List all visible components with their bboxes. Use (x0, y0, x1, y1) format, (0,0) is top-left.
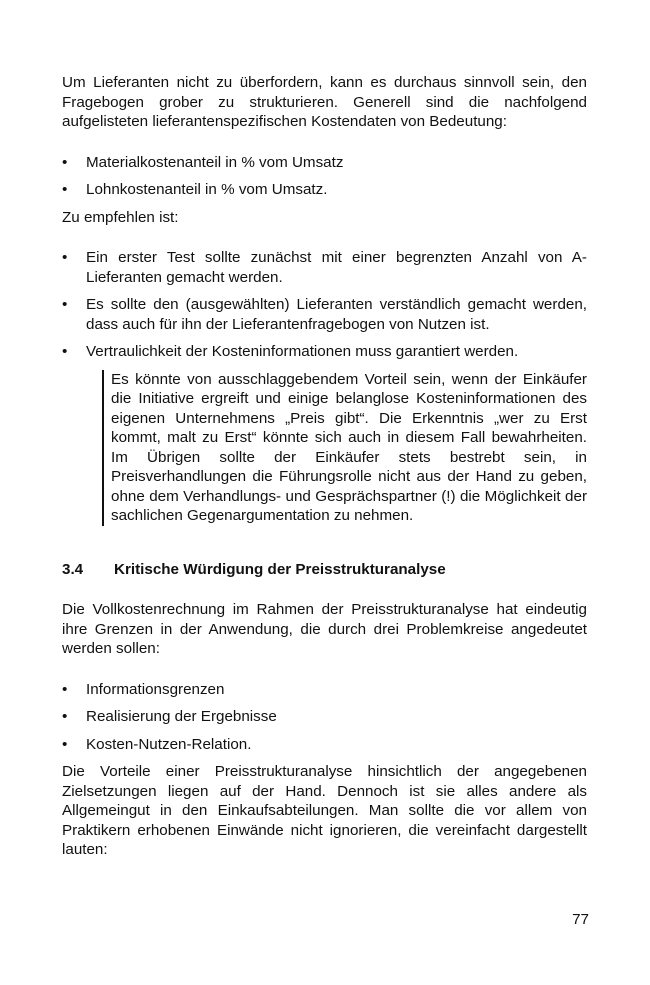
list-item (62, 707, 587, 727)
list-item (62, 735, 587, 755)
section-title: Kritische Würdigung der Preisstrukturanalyse (114, 560, 446, 578)
list-item-text: Informationsgrenzen (86, 680, 225, 698)
recommendations-list (62, 248, 587, 362)
list-item (62, 342, 587, 362)
list-item-text: Kosten-Nutzen-Relation. (86, 735, 252, 753)
intro-paragraph: Um Lieferanten nicht zu überfordern, kann es durchaus sinnvoll sein, den Fragebogen grober zu strukturieren. Generell sind die nachfolgend aufgelisteten lieferantenspezifischen Kostendaten von Bedeutung: (62, 74, 587, 130)
list-item (62, 248, 587, 287)
bullet-icon: • (62, 343, 68, 360)
bullet-icon: • (62, 708, 68, 725)
list-item-text: Ein erster Test sollte zunächst mit einer begrenzten Anzahl von A-Lieferanten gemacht werden. (86, 249, 587, 286)
cost-data-list (62, 153, 587, 200)
list-item (62, 153, 587, 173)
callout-note: Es könnte von ausschlaggebendem Vorteil sein, wenn der Einkäufer die Initiative ergreift und einige belanglose Kosteninformationen des eigenen Unternehmens „Preis gibt“. Die Erkenntnis „wer zu Erst kommt, malt zu Erst“ könnte sich auch in diesem Fall bewahrheiten. Im Übrigen sollte der Einkäufer stets bestrebt sein, in Preisverhandlungen die Führungsrolle nicht aus der Hand zu geben, ohne dem Verhandlungs- und Gesprächspartner (!) die Möglichkeit der sachlichen Gegenargumentation zu nehmen. (102, 370, 587, 526)
bullet-icon: • (62, 296, 68, 313)
list-item-text: Es sollte den (ausgewählten) Lieferanten verständlich gemacht werden, dass auch für ihn der Lieferantenfragebogen von Nutzen ist. (86, 296, 587, 333)
bullet-icon: • (62, 735, 68, 753)
page-number: 77 (572, 911, 589, 928)
bullet-icon: • (62, 181, 68, 198)
list-item (62, 680, 587, 700)
page-content (62, 73, 587, 860)
list-item-text: Vertraulichkeit der Kosteninformationen muss garantiert werden. (86, 343, 519, 360)
section-heading (62, 560, 587, 580)
bullet-icon: • (62, 680, 68, 698)
recommend-heading: Zu empfehlen ist: (62, 208, 179, 226)
bullet-icon: • (62, 153, 68, 171)
list-item (62, 180, 587, 200)
closing-paragraph: Die Vorteile einer Preisstrukturanalyse hinsichtlich der angegebenen Zielsetzungen liegen auf der Hand. Dennoch ist sie alles andere als Allgemeingut in den Einkaufsabteilungen. Man sollte die vor allem von Praktikern erhobenen Einwände nicht ignorieren, die vereinfacht dargestellt lauten: (62, 763, 587, 858)
bullet-icon: • (62, 249, 68, 266)
problems-list (62, 680, 587, 755)
section-number: 3.4 (62, 560, 84, 578)
list-item-text: Realisierung der Ergebnisse (86, 708, 277, 725)
list-item (62, 295, 587, 334)
list-item-text: Lohnkostenanteil in % vom Umsatz. (86, 181, 328, 198)
section-intro-paragraph: Die Vollkostenrechnung im Rahmen der Preisstrukturanalyse hat eindeutig ihre Grenzen in der Anwendung, die durch drei Problemkreise angedeutet werden sollen: (62, 601, 587, 657)
list-item-text: Materialkostenanteil in % vom Umsatz (86, 153, 344, 171)
